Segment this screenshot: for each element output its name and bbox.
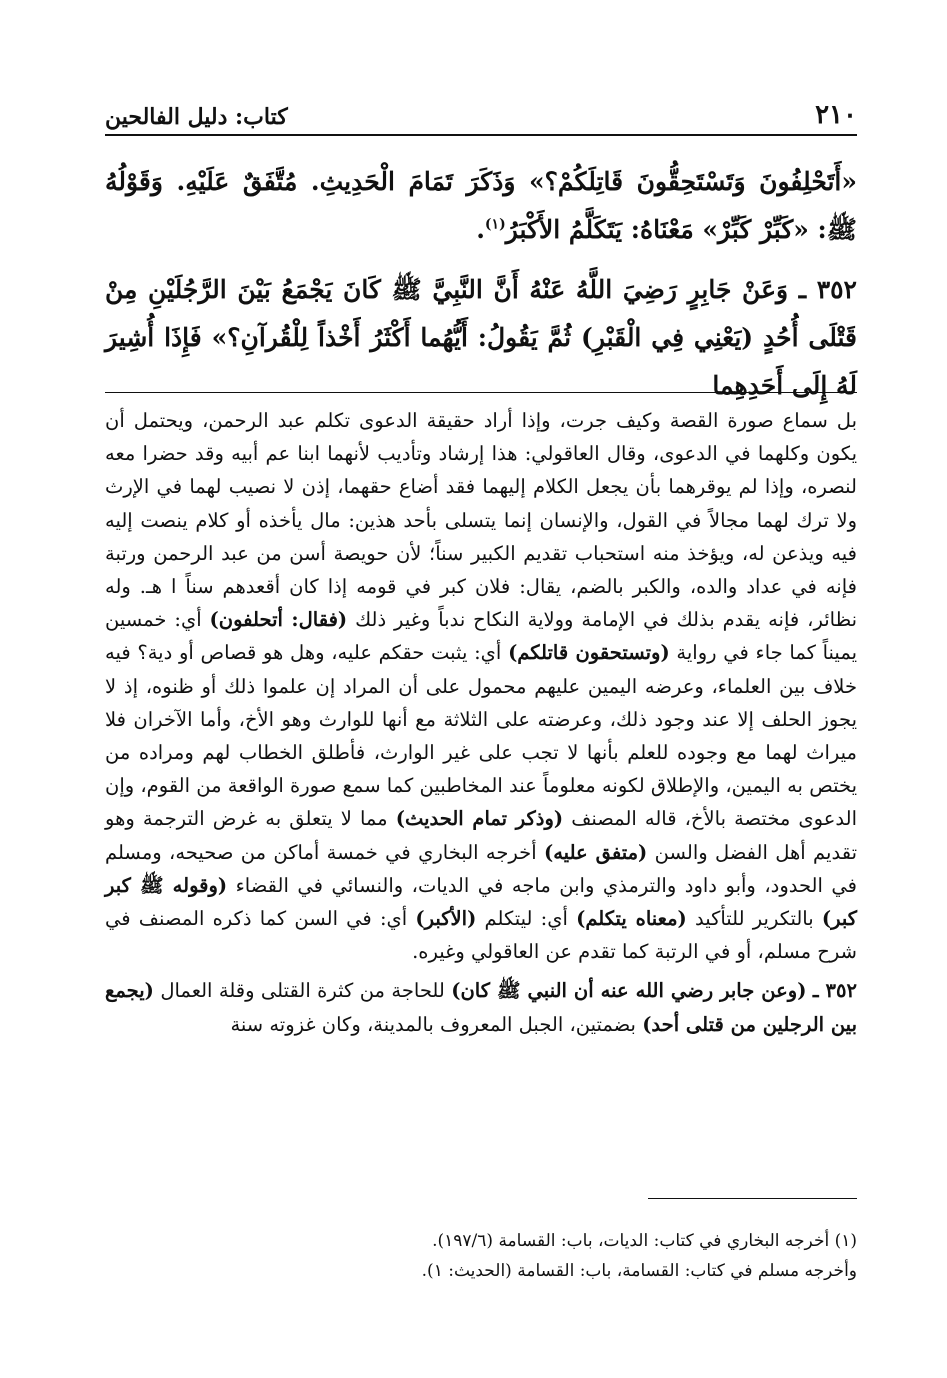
book-title: كتاب: دليل الفالحين [105,104,288,130]
quoted-phrase: (الأكبر) [415,907,477,931]
hadith-number: ٣٥٢ ـ [798,275,857,304]
quoted-phrase: (وذكر تمام الحديث) [395,807,564,831]
quoted-phrase: (وقوله ﷺ كبر كبر) [105,873,858,931]
commentary-paragraph-1 [105,404,857,968]
hadith-continuation: «أَتَحْلِفُونَ وَتَسْتَحِقُّونَ قَاتِلَكُمْ؟» وَذَكَرَ تَمَامَ الْحَدِيثِ. مُتَّفَقٌ عَلَيْهِ. وَقَوْلُهُ ﷺ: «كَبِّرْ كَبِّرْ» مَعْنَاهُ: يَتَكَلَّمُ الأَكْبَرُ [105,167,857,244]
page-header [105,96,857,136]
hadith-352 [105,266,857,410]
hadith-352-text: وَعَنْ جَابِرٍ رَضِيَ اللَّهُ عَنْهُ أَنَّ النَّبِيَّ ﷺ كَانَ يَجْمَعُ بَيْنَ الرَّجُلَيْنِ مِنْ قَتْلَى أُحُدٍ (يَعْنِي فِي الْقَبْرِ) ثُمَّ يَقُولُ: أَيُّهُما أَكْثَرُ أَخْذاً لِلْقُرآنِ؟» فَإِذَا أُشِيرَ لَهُ إِلَى أَحَدِهِما [105,275,857,400]
commentary-text: بل سماع صورة القصة وكيف جرت، وإذا أراد حقيقة الدعوى تكلم عبد الرحمن، ويحتمل أن يكون وكلهما في الدعوى، وقال العاقولي: هذا إرشاد وتأديب لأنهما ابنا عم أبيه وقد حضرا معه لنصره، وإذا لم يوقرهما بأن يجعل الكلام إليهما فقد أضاع حقهما، إذن لا نصيب لهما في الإرث ولا ترك لهما مجالاً في القول، والإنسان إنما يتسلى بأحد هذين: مال يأخذه أو كلام ينصت إليه فيه ويذعن له، ويؤخذ منه استحباب تقديم الكبير سناً؛ لأن حويصة أسن من عبد الرحمن ورتبة فإنه في عداد والده، والكبر بالضم، يقال: فلان كبر في قومه إذا كان أقعدهم سناً ا هـ. وله نظائر، فإنه يقدم بذلك في الإمامة وولاية النكاح ندباً وغير ذلك [105,409,857,632]
footnote-separator [648,1198,857,1199]
quoted-phrase: (وعن جابر رضي الله عنه أن النبي ﷺ كان) [451,979,807,1003]
commentary-text: أي: في السن كما ذكره المصنف في شرح مسلم، أو في الرتبة كما تقدم عن العاقولي وغيره. [105,907,857,964]
commentary-text: بالتكرير للتأكيد [694,907,814,931]
hadith-end-mark: . [476,215,485,244]
hadith-line-1 [105,158,857,254]
footnote-1: (١) أخرجه البخاري في كتاب: الديات، باب: القسامة (١٩٧/٦). [432,1231,857,1251]
commentary-text: للحاجة من كثرة القتلى وقلة العمال [160,979,445,1003]
commentary-text: أخرجه البخاري في خمسة أماكن من صحيحه، ومسلم في الحدود، وأبو داود والترمذي وابن ماجه في الديات، والنسائي في القضاء [105,840,857,897]
commentary-paragraph-2 [105,974,857,1040]
quoted-phrase: (وتستحقون قاتلكم) [508,641,670,665]
footnote-2: وأخرجه مسلم في كتاب: القسامة، باب: القسامة (الحديث: ١). [421,1261,857,1281]
quoted-phrase: (فقال: أتحلفون) [209,608,348,632]
text-divider [105,392,857,393]
commentary-text: بضمتين، الجبل المعروف بالمدينة، وكان غزوته سنة [230,1012,636,1036]
commentary-text: أي: خمسين يميناً كما جاء في رواية [105,608,858,665]
commentary-text: أي: ليتكلم [484,907,568,931]
footnote-ref: (١) [484,216,506,233]
page-number: ٢١٠ [815,100,857,130]
footnotes [105,1226,857,1286]
hadith-number: ٣٥٢ ـ [812,979,857,1003]
hadith-text [105,158,857,422]
commentary-text: مما لا يتعلق به غرض الترجمة وهو تقديم أهل الفضل والسن [105,807,857,864]
quoted-phrase: (متفق عليه) [544,840,648,864]
quoted-phrase: (يجمع بين الرجلين من قتلى أحد) [105,979,857,1036]
commentary-text: أي: يثبت حقكم عليه، وهل هو قصاص أو دية؟ فيه خلاف بين العلماء، وعرضه اليمين عليهم محمول على أن المراد إن علموا ذلك أو ظنوه، إذ لا يجوز الحلف إلا عند وجود ذلك، وعرضته على الثلاثة مع أنها للوارث وهو الأخ، وأما الآخران فلا ميراث لهما مع وجوده للعلم بأنها لا تجب على غير الوارث، فأطلق الخطاب لهم ومراده من يختص به اليمين، والإطلاق لكونه معلوماً عند المخاطبين كما سمع صورة الواقعة من القوم، وإن الدعوى مختصة بالأخ، قاله المصنف [105,641,857,831]
quoted-phrase: (معناه يتكلم) [576,907,687,931]
commentary [105,404,857,1047]
